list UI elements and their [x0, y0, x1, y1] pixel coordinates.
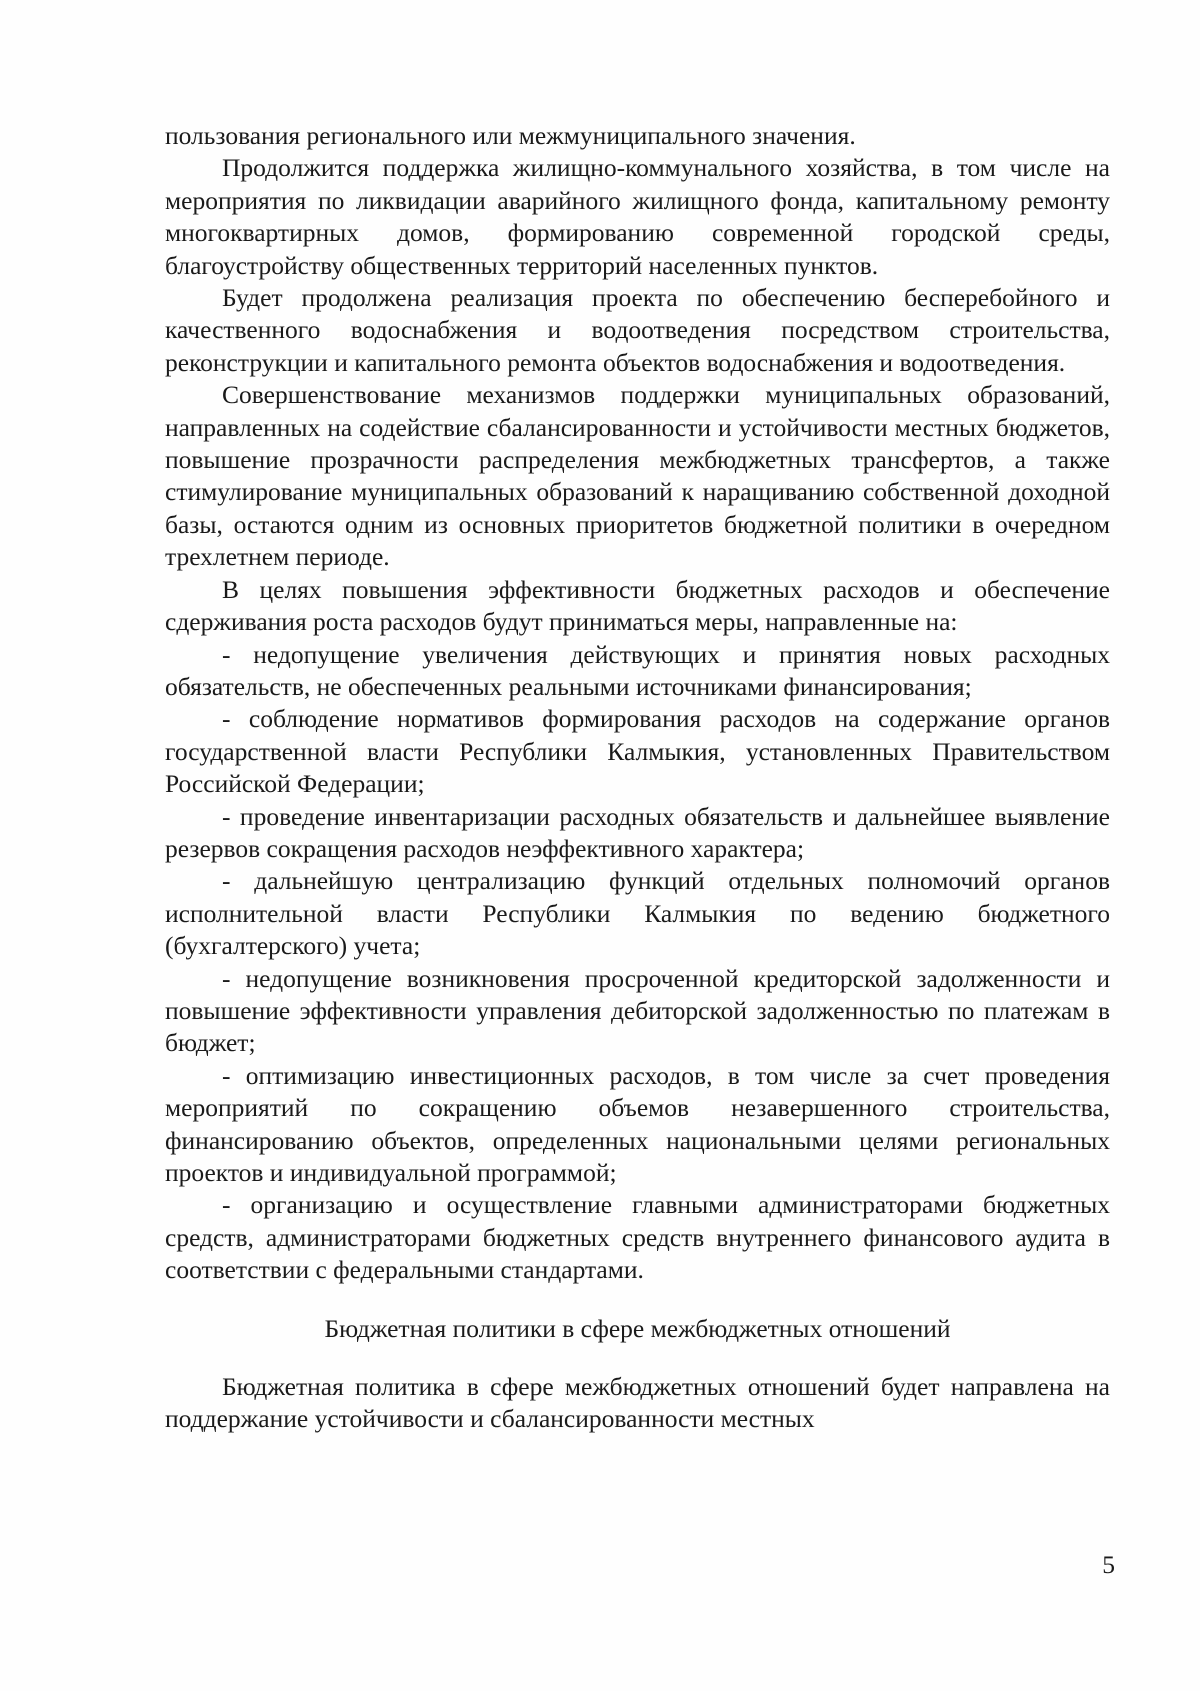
list-item-debt: - недопущение возникновения просроченной кредиторской задолженности и повышение эффективности управления дебиторской задолженностью по платежам в бюджет; [165, 963, 1110, 1058]
paragraph-water-supply: Будет продолжена реализация проекта по обеспечению бесперебойного и качественного водоснабжения и водоотведения посредством строительства, реконструкции и капитального ремонта объектов водоснабжения и водоотведения. [165, 283, 1110, 377]
list-item-audit: - организацию и осуществление главными администраторами бюджетных средств, администраторами бюджетных средств внутреннего финансового аудита в соответствии с федеральными стандартами. [165, 1190, 1110, 1285]
page-number: 5 [1102, 1550, 1115, 1579]
list-item-norms: - соблюдение нормативов формирования расходов на содержание органов государственной власти Республики Калмыкия, установленных Правительством Российской Федерации; [165, 704, 1110, 799]
paragraph-efficiency-measures: В целях повышения эффективности бюджетных расходов и обеспечение сдерживания роста расходов будут приниматься меры, направленные на: [165, 574, 1110, 637]
list-item-investment: - оптимизацию инвестиционных расходов, в том числе за счет проведения мероприятий по сокращению объемов незавершенного строительства, финансированию объектов, определенных национальными целями региональных проектов и индивидуальной программой; [165, 1060, 1110, 1187]
paragraph-interbudget-policy: Бюджетная политика в сфере межбюджетных отношений будет направлена на поддержание устойчивости и сбалансированности местных [165, 1372, 1110, 1434]
list-item-obligations: - недопущение увеличения действующих и принятия новых расходных обязательств, не обеспеченных реальными источниками финансирования; [165, 639, 1110, 701]
list-item-inventory: - проведение инвентаризации расходных обязательств и дальнейшее выявление резервов сокращения расходов неэффективного характера; [165, 801, 1110, 863]
section-heading: Бюджетная политики в сфере межбюджетных отношений [324, 1313, 951, 1343]
paragraph-municipal-support: Совершенствование механизмов поддержки муниципальных образований, направленных на содействие сбалансированности и устойчивости местных бюджетов, повышение прозрачности распределения межбюджетных трансфертов, а также стимулирование муниципальных образований к наращиванию собственной доходной базы, остаются одним из основных приоритетов бюджетной политики в очередном трехлетнем периоде. [165, 380, 1110, 572]
document-body [165, 120, 1110, 1436]
paragraph-housing-utilities: Продолжится поддержка жилищно-коммунального хозяйства, в том числе на мероприятия по ликвидации аварийного жилищного фонда, капитальному ремонту многоквартирных домов, формированию современной городской среды, благоустройству общественных территорий населенных пунктов. [165, 153, 1110, 280]
list-item-centralization: - дальнейшую централизацию функций отдельных полномочий органов исполнительной власти Республики Калмыкия по ведению бюджетного (бухгалтерского) учета; [165, 866, 1110, 961]
paragraph-continuation: пользования регионального или межмуниципального значения. [165, 121, 856, 150]
